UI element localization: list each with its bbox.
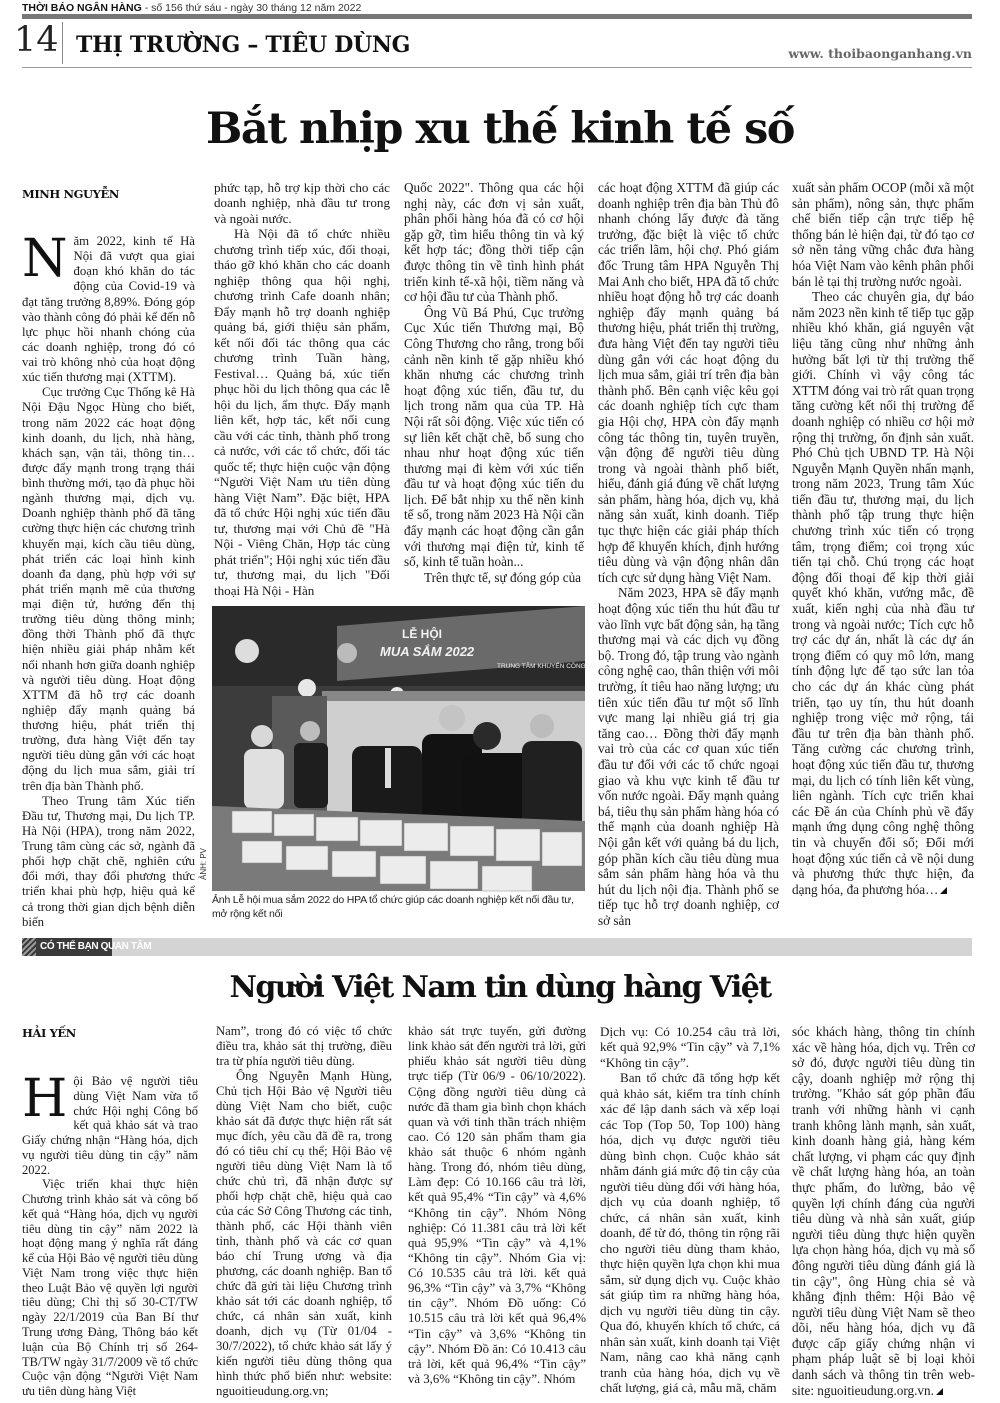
photo-illustration [212,606,608,891]
paragraph: xuất sản phẩm OCOP (mỗi xã một sản phẩm), nông sản, thực phẩm chế biến tiếp cận trực tiếp hệ thống bán lẻ hiện đại, từ đó tạo cơ sở nền tảng vững chắc đưa hàng hóa Việt Nam vào kênh phân phối bán lẻ tại thị trường nước ngoài. [792,180,974,289]
banner-subtitle: MUA SẮM 2022 [380,644,475,659]
paragraph: phức tạp, hỗ trợ kịp thời cho các doanh nghiệp, nhà đầu tư trong và ngoài nước. [214,180,390,226]
article1-column-5 [792,180,974,897]
related-label: CÓ THỂ BẠN QUAN TÂM [40,941,152,952]
website-link[interactable]: www. thoibaonganhang.vn [788,46,972,61]
article1-column-4 [598,180,779,929]
paragraph: khảo sát trực tuyến, gửi đường link khảo sát đến người trả lời, gửi phiếu khảo sát người tiêu dùng trực tiếp (Từ 06/9 - 06/10/2022). Cộng đồng người tiêu dùng cả nước đã tham gia bình chọn khách quan và với tinh thần trách nhiệm cao. Có 120 sản phẩm tham gia khảo sát thuộc 6 nhóm ngành hàng. Trong đó, nhóm tiêu dùng, Làm đẹp: Có 10.166 câu trả lời, kết quả 95,4% “Tin cậy” và 4,6% “Không tin cậy”. Nhóm Nông nghiệp: Có 11.381 câu trả lời kết quả 95,9% “Tin cậy” và 4,1% “Không tin cậy”. Nhóm Gia vị: Có 10.535 câu trả lời. kết quả 96,3% “Tin cậy” và 3,7% “Không tin cậy”. Nhóm Đồ uống: Có 10.515 câu trả lời kết quả 96,4% “Tin cậy” và 3,6% “Không tin cậy”. Nhóm Đồ ăn: Có 10.413 câu trả lời, kết quả 96,4% “Tin cậy” và 3,6% “Không tin cậy”. Nhóm [408,1024,586,1386]
article1-column-3 [404,180,584,585]
issue-info: - số 156 thứ sáu - ngày 30 tháng 12 năm 2022 [141,2,362,14]
paragraph: Ông Vũ Bá Phú, Cục trưởng Cục Xúc tiến Thương mại, Bộ Công Thương cho rằng, trong bối cảnh nền kinh tế gặp nhiều khó khăn nhưng các chương trình hoạt động xúc tiến, đầu tư, du lịch trong năm qua của TP. Hà Nội rất sôi động. Việc xúc tiến có sự liên kết chặt chẽ, bổ sung cho nhau như hoạt động xúc tiến thương mại đi kèm với xúc tiến đầu tư và hoạt động xúc tiến du lịch. Để bắt nhịp xu thế nền kinh tế số, trong năm 2023 Hà Nội cần đẩy mạnh các hoạt động cần gắn với thương mại điện tử, kinh tế số, kinh tế tuần hoàn... [404,304,584,570]
paragraph: Hà Nội đã tổ chức nhiều chương trình tiếp xúc, đối thoại, tháo gỡ khó khăn cho các doanh nghiệp thông qua hội nghị, chương trình Cafe doanh nhân; Đẩy mạnh hỗ trợ doanh nghiệp quảng bá, giới thiệu sản phẩm, kết nối đối tác thông qua các chương trình Tuần hàng, Festival… Quảng bá, xúc tiến phục hồi du lịch thông qua các lễ hội du lịch, ẩm thực. Đẩy mạnh liên kết, hợp tác, kết nối cung cầu với các tỉnh, thành phố trong cả nước, với các tổ chức, đối tác quốc tế; thực hiện cuộc vận động “Người Việt Nam ưu tiên dùng hàng Việt Nam”. Đặc biệt, HPA đã tổ chức Hội nghị xúc tiến đầu tư, thương mại với Chủ đề "Hà Nội - Viêng Chăn, Hợp tác cùng phát triển"; Hội nghị xúc tiến đầu tư, thương mại, du lịch "Đối thoại Hà Nội - Hàn [214,226,390,598]
photo-caption: Ảnh Lễ hội mua sắm 2022 do HPA tổ chức giúp các doanh nghiệp kết nối đầu tư, mở rộng kết nối [212,894,574,920]
article-title: Bắt nhịp xu thế kinh tế số [206,104,794,154]
article2-column-1 [22,1069,198,1399]
end-mark-icon [940,887,947,894]
header-rule [22,67,972,68]
paragraph: Trên thực tế, sự đóng góp của [424,569,582,585]
article2-column-5 [792,1024,975,1398]
page-number: 14 [14,20,59,60]
paragraph: ăm 2022, kinh tế Hà Nội đã vượt qua giai đoạn khó khăn do tác động của Covid-19 và đạt tăng trưởng 8,89%. Đóng góp vào thành công đó phải kể đến nỗ lực phục hồi nhanh chóng của các doanh nghiệp, trong đó có vai trò không nhỏ của hoạt động xúc tiến thương mại (XTTM). [22,234,195,385]
paragraph: Năm 2023, HPA sẽ đẩy mạnh hoạt động xúc tiến thu hút đầu tư vào lĩnh vực bất động sản, hạ tầng thương mại và các dịch vụ đồng bộ. Trong đó, tập trung vào ngành công nghệ cao, thân thiện với môi trường, ít tiêu hao năng lượng; ưu tiên xúc tiến đầu tư một số lĩnh vực mang lại nhiều giá trị gia tăng cao… Đồng thời đẩy mạnh vai trò của các cơ quan xúc tiến đầu tư đối với các tổ chức ngoại giao và khu vực kinh tế đầu tư vốn nước ngoài. Đẩy mạnh quảng bá, tiêu thụ sản phẩm hàng hóa có thế mạnh của doanh nghiệp Hà Nội gắn kết với quảng bá du lịch, góp phần kích cầu tiêu dùng mua sắm sản phẩm hàng hóa và thu hút du lịch nội địa. Thành phố se tiếp tục hỗ trợ doanh nghiệp, cơ sở sản [598,585,779,928]
masthead-issue-line [22,2,361,14]
end-mark-icon [936,1388,943,1395]
article-byline: MINH NGUYỄN [22,187,119,201]
paragraph: Dịch vụ: Có 10.254 câu trả lời, kết quả 92,9% “Tin cậy” và 7,1% “Không tin cậy”. [600,1024,780,1070]
article1-column-2 [214,180,390,598]
header-divider [62,22,63,64]
top-rule [22,14,972,19]
article2-column-2 [216,1024,392,1399]
paragraph: Quốc 2022". Thông qua các hội nghị này, các đơn vị sản xuất, phân phối hàng hóa đã có cơ hội gặp gỡ, tìm hiểu thông tin và ký kết hợp tác; đồng thời tiếp cận được thông tin về tình hình phát triển kinh tế-xã hội, tiềm năng và cơ hội đầu tư của Thành phố. [404,180,584,305]
paper-name: THỜI BÁO NGÂN HÀNG [22,2,142,14]
paragraph: Nam”, trong đó có việc tổ chức điều tra, khảo sát thị trường, điều tra từ phía người tiêu dùng. [216,1024,392,1068]
paragraph: Theo Trung tâm Xúc tiến Đầu tư, Thương mại, Du lịch TP. Hà Nội (HPA), trong năm 2022, Trung tâm cùng các sở, ngành đã phối hợp chặt chẽ, nghiên cứu đổi mới, thay đổi phương thức triển khai phù hợp, hiệu quả kể cả trong thời gian dịch bệnh diễn biến [22,793,195,929]
article2-title: Người Việt Nam tin dùng hàng Việt [229,970,771,1005]
paragraph: Việc triển khai thực hiện Chương trình khảo sát và công bố kết quả “Hàng hóa, dịch vụ người tiêu dùng tin cậy” năm 2022 là hoạt động mang ý nghĩa rất đáng kể của Hội Bảo vệ người tiêu dùng Việt Nam trong việc thực hiện theo Luật Bảo vệ quyền lợi người tiêu dùng; Chỉ thị số 30-CT/TW ngày 22/1/2019 của Ban Bí thư Trung ương Đảng, Thông báo kết luận của Bộ Chính trị số 264-TB/TW ngày 31/7/2009 về tổ chức Cuộc vận động “Người Việt Nam ưu tiên dùng hàng Việt [22,1177,198,1399]
article2-column-3 [408,1024,586,1387]
paragraph: ội Bảo vệ người tiêu dùng Việt Nam vừa tổ chức Hội nghị Công bố kết quả khảo sát và trao Giấy chứng nhận “Hàng hóa, dịch vụ người tiêu dùng tin cậy” năm 2022. [22,1074,198,1177]
paragraph: Ban tổ chức đã tổng hợp kết quả khảo sát, kiểm tra tính chính xác để lập danh sách và xếp loại các Top (Top 50, Top 100) hàng hóa, dịch vụ được người tiêu dùng bình chọn. Cuộc khảo sát nhằm đánh giá mức độ tin cậy của người tiêu dùng đối với hàng hóa, dịch vụ của doanh nghiệp, tổ chức, cá nhân sản xuất, kinh doanh, để từ đó, thông tin rộng rãi cho người tiêu dùng tham khảo, thực hiện quyền lựa chọn khi mua sắm, sử dụng dịch vụ. Cuộc khảo sát giúp tìm ra những hàng hóa, dịch vụ người tiêu dùng tin cậy. Qua đó, khuyến khích tổ chức, cá nhân sản xuất, kinh doanh tại Việt Nam, nâng cao khả năng cạnh tranh của hàng hóa, dịch vụ về chất lượng, giá cả, mẫu mã, chăm [600,1070,780,1396]
paragraph: Cục trưởng Cục Thống kê Hà Nội Đậu Ngọc Hùng cho biết, trong năm 2022 các hoạt động kinh doanh, du lịch, nhà hàng, khách sạn, vận tải, thông tin… được đẩy mạnh trong trạng thái bình thường mới, tạo đà phục hồi ngành thương mại, dịch vụ. Doanh nghiệp thành phố đã tăng cường thực hiện các chương trình khuyến mại, kích cầu tiêu dùng, phát triển các loại hình kinh doanh đa dạng, phù hợp với sự phát triển mạnh mẽ của thương mại điện tử, hướng đến thị trường tiêu dùng thông minh; đồng thời Thành phố đã thực hiện nhiều giải pháp nhằm kết nối nhanh hơn giữa doanh nghiệp và người tiêu dùng. Hoạt động XTTM đã hỗ trợ các doanh nghiệp đẩy mạnh quảng bá thương hiệu, phát triển thị trường, đưa hàng Việt đến tay người tiêu dùng gắn với các hoạt động du lịch mua sắm, giải trí trên địa bàn Thành phố. [22,385,195,793]
banner-title: LỄ HỘI [402,627,443,641]
paragraph: Ông Nguyễn Mạnh Hùng, Chủ tịch Hội Bảo vệ Người tiêu dùng Việt Nam cho biết, cuộc khảo sát đã được thực hiện rất sát mục đích, yêu cầu đã đề ra, trong đó có tiêu chí cụ thể; Hội Bảo vệ người tiêu dùng Việt Nam là tổ chức chủ trì, đã nhận được sự phối hợp chặt chẽ, hiệu quả cao của các Sở Công Thương các tỉnh, thành phố, các Hội thành viên tỉnh, thành phố và các cơ quan báo chí Trung ương và địa phương, các doanh nghiệp. Ban tổ chức đã gửi tài liệu Chương trình khảo sát tới các doanh nghiệp, tổ chức, cá nhân sản xuất, kinh doanh, dịch vụ (Từ 01/04 - 30/7/2022), tổ chức khảo sát lấy ý kiến người tiêu dùng thông qua hình thức phổ biến như: website: nguoitieudung.org.vn; [216,1069,392,1398]
related-bar [22,938,972,956]
photo-credit: ẢNH: PV [199,847,208,880]
banner-org: TRUNG TÂM KHUYẾN CÔNG VÀ XÚ [497,663,608,670]
article2-byline: HẢI YẾN [22,1026,76,1040]
article-photo [212,606,608,891]
paragraph: sóc khách hàng, thông tin chính xác về hàng hóa, dịch vụ. Trên cơ sở đó, được người tiêu dùng tin cậy, doanh nghiệp mở rộng thị trường. "Khảo sát góp phần đấu tranh với những hành vi cạnh tranh không lành mạnh, sản xuất, kinh doanh hàng giả, hàng kém chất lượng, vi phạm các quy định về chất lượng hàng hóa, an toàn thực phẩm, đo lường, bảo vệ quyền lợi chính đáng của người tiêu dùng và nhà sản xuất, giúp người tiêu dùng thực hiện quyền lựa chọn hàng hóa, dịch vụ mà số đông người tiêu dùng đánh giá là tin cậy", ông Hùng chia sẻ và khẳng định thêm: Hội Bảo vệ người tiêu dùng Việt Nam sẽ theo dõi, nếu hàng hóa, dịch vụ đã được cấp giấy chứng nhận vi phạm pháp luật sẽ bị loại khỏi danh sách và thông tin trên web-site: nguoitieudung.org.vn. [792,1024,975,1398]
section-title: THỊ TRƯỜNG – TIÊU DÙNG [76,32,411,58]
drop-cap: H [22,1069,68,1129]
drop-cap: N [22,229,68,289]
paragraph: Theo các chuyên gia, dự báo năm 2023 nền kinh tế tiếp tục gặp nhiều khó khăn, giá nguyên vật liệu tăng cũng như những ảnh hưởng bất lợi từ thị trường thế giới. Chính vì vậy công tác XTTM đóng vai trò rất quan trọng tăng cường kết nối thị trường để doanh nghiệp có nhiều cơ hội mở rộng thị trường, ổn định sản xuất. Phó Chủ tịch UBND TP. Hà Nội Nguyễn Mạnh Quyền nhấn mạnh, trong năm 2023, Trung tâm Xúc tiến đầu tư, thương mại, du lịch thành phố tập trung thực hiện chương trình xúc tiến có trọng tâm, trọng điểm; coi trọng xúc tiến tại chỗ. Chú trọng các hoạt động đối thoại để kịp thời giải quyết khó khăn, vướng mắc, đề xuất, kiến nghị của nhà đầu tư trong và ngoài nước; Tích cực hỗ trợ các dự án, nhất là các dự án trọng điểm có quy mô lớn, mang tính động lực để tạo sức lan tỏa cho các dự án khác cùng phát triển, tạo uy tín, thu hút doanh nghiệp trong việc mở rộng, tái đầu tư trên địa bàn thành phố. Tăng cường các chương trình, hoạt động xúc tiến đầu tư, thương mại, du lịch có tính liên kết vùng, liên ngành. Tích cực triển khai các Đề án của Chính phủ về đẩy mạnh ứng dụng công nghệ thông tin và chuyển đổi số; Đổi mới hoạt động xúc tiến cả về nội dung và phương thức thực hiện, đa dạng hóa, đa phương hóa… [792,289,974,897]
article2-column-4 [600,1024,780,1396]
hatch-icon [22,938,36,956]
paragraph: các hoạt động XTTM đã giúp các doanh nghiệp trên địa bàn Thủ đô nhanh chóng lấy được đà tăng trưởng, đặc biệt là việc tổ chức các triển lãm, hội chợ. Phó giám đốc Trung tâm HPA Nguyễn Thị Mai Anh cho biết, HPA đã tổ chức nhiều hoạt động hỗ trợ các doanh nghiệp đẩy mạnh quảng bá thương hiệu, phát triển thị trường, đưa hàng Việt đến tay người tiêu dùng gắn với các hoạt động du lịch mua sắm, giải trí trên địa bàn thành phố. Bên cạnh việc kêu gọi các doanh nghiệp tích cực tham gia Hội chợ, HPA còn đẩy mạnh công tác thông tin, tuyên truyền, vận động để người tiêu dùng trong và ngoài thành phố biết, hiểu, đánh giá đúng về chất lượng sản phẩm, hàng hóa, dịch vụ, khả năng sản xuất, kinh doanh. Tiếp tục thực hiện các giải pháp thích hợp để khuyến khích, định hướng tiêu dùng và vận động nhân dân tích cực sử dụng hàng Việt Nam. [598,180,780,585]
article1-column-1 [22,229,195,930]
